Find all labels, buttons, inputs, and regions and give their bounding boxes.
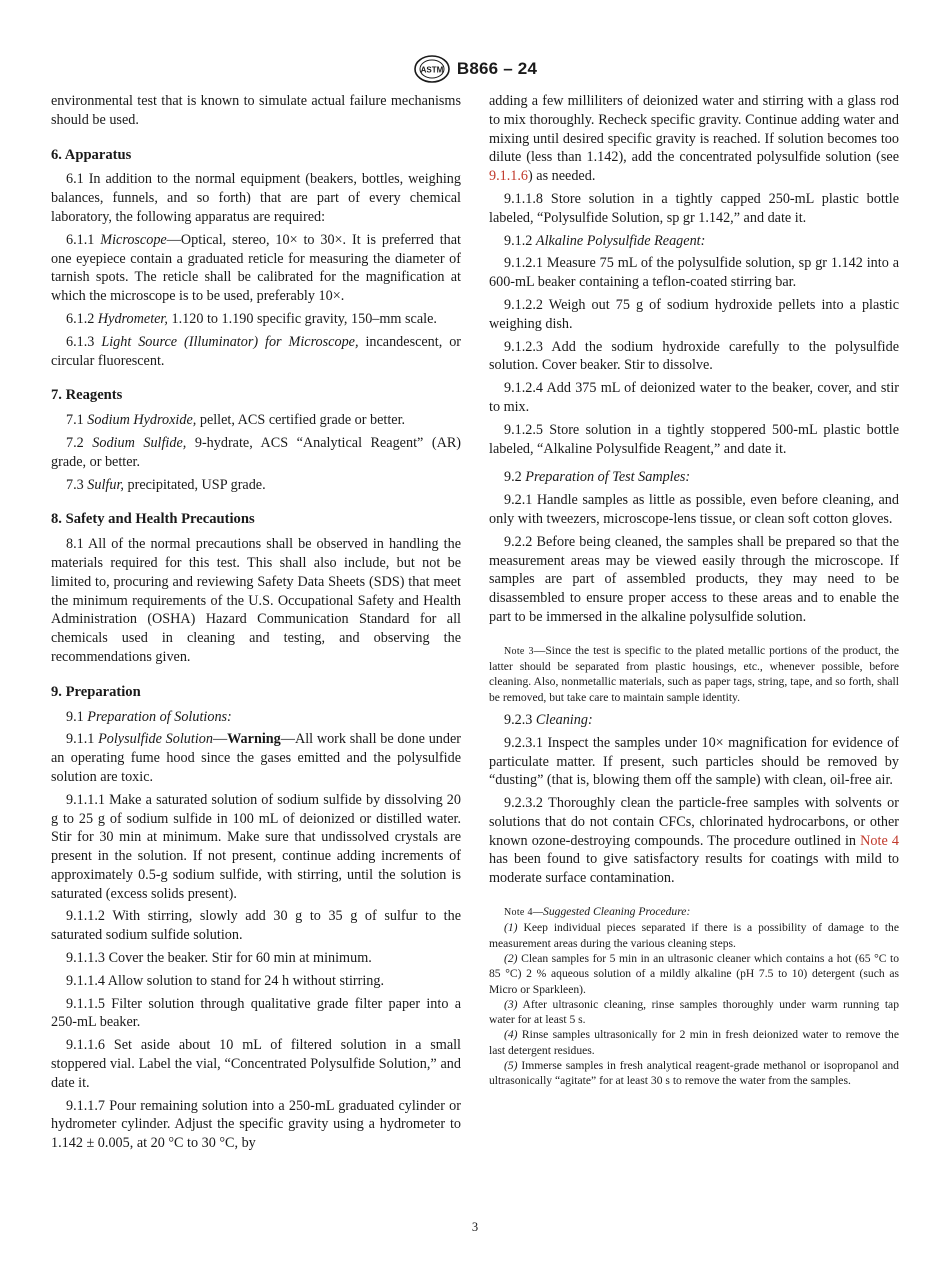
paragraph-9-2-1: 9.2.1 Handle samples as little as possible, even before cleaning, and only with tweezers, microscope-lens tissue, or clean soft cotton gloves.	[489, 492, 899, 527]
link-note-4[interactable]: Note 4	[860, 832, 899, 849]
note-4-list	[489, 920, 899, 1088]
paragraph-6-1-3: 6.1.3 Light Source (Illuminator) for Microscope, incandescent, or circular fluorescent.	[51, 333, 462, 369]
paragraph-9-1-2-2: 9.1.2.2 Weigh out 75 g of sodium hydroxide pellets into a plastic weighing dish.	[489, 296, 899, 332]
paragraph-9-1-1-4: 9.1.1.4 Allow solution to stand for 24 h without stirring.	[66, 972, 385, 989]
paragraph-9-2-3-2: 9.2.3.2 Thoroughly clean the particle-free samples with solvents or solutions that do not contain CFCs, chlorinated hydrocarbons, or other known ozone-destroying compounds. The procedure outlined in Note 4 has been found to give satisfactory results for coatings with mild to moderate surface contamination.	[489, 795, 899, 887]
astm-logo-icon	[413, 54, 451, 84]
intro-paragraph: environmental test that is known to simulate actual failure mechanisms should be used.	[51, 93, 461, 128]
paragraph-9-1-2-3: 9.1.2.3 Add the sodium hydroxide carefully to the polysulfide solution. Cover beaker. Stir to dissolve.	[489, 338, 899, 374]
note-4-item: (4) Rinse samples ultrasonically for 2 min in fresh deionized water to remove the last detergent residues.	[489, 1028, 900, 1057]
standard-designation: B866 – 24	[456, 59, 538, 78]
paragraph-9-1-1-1: 9.1.1.1 Make a saturated solution of sodium sulfide by dissolving 20 g to 25 g of sodium sulfide in 100 mL of deionized or distilled water. Stir for 30 min at minimum. Make sure that undissolved crystals are present in the solution. If not present, continue adding increments of approximately 0.5-g sodium sulfide, with stirring, until the solution is saturated (excess solids present).	[51, 791, 461, 902]
paragraph-7-2: 7.2 Sodium Sulfide, 9-hydrate, ACS “Analytical Reagent” (AR) grade, or better.	[51, 434, 462, 470]
paragraph-6-1-1: 6.1.1 Microscope—Optical, stereo, 10× to 30×. It is preferred that one eyepiece contain a graduated reticle for measuring the diameter of tarnish spots. The reticle shall be calibrated for the magnification at which the microscope is to be used, preferably 10×.	[51, 231, 462, 305]
svg-text:ASTM: ASTM	[420, 65, 444, 75]
paragraph-9-1-2-5: 9.1.2.5 Store solution in a tightly stoppered 500-mL plastic bottle labeled, “Alkaline Polysulfide Reagent,” and date it.	[489, 421, 899, 457]
note-4-item: (3) After ultrasonic cleaning, rinse samples thoroughly under warm running tap water for at least 5 s.	[489, 997, 899, 1027]
section-heading-safety: 8. Safety and Health Precautions	[51, 511, 255, 528]
note-4-item: (5) Immerse samples in fresh analytical reagent-grade methanol or isopropanol and ultrasonically “agitate” for at least 30 s to remove the water from the samples.	[489, 1059, 899, 1088]
paragraph-9-2: 9.2 Preparation of Test Samples:	[504, 469, 691, 486]
note-4-title: Note 4—Suggested Cleaning Procedure:	[504, 905, 691, 919]
paragraph-9-1-1-7: 9.1.1.7 Pour remaining solution into a 250-mL graduated cylinder or hydrometer cylinder. Adjust the specific gravity using a hydrometer to 1.142 ± 0.005, at 20 °C to 30 °C, by	[51, 1097, 461, 1152]
link-9-1-1-6[interactable]: 9.1.1.6	[489, 168, 529, 185]
paragraph-9-1-2-4: 9.1.2.4 Add 375 mL of deionized water to the beaker, cover, and stir to mix.	[489, 380, 899, 415]
section-heading-preparation: 9. Preparation	[51, 683, 141, 700]
paragraph-9-1-2-1: 9.1.2.1 Measure 75 mL of the polysulfide solution, sp gr 1.142 into a 600-mL beaker containing a teflon-coated stirring bar.	[489, 255, 899, 291]
paragraph-9-1-1-7-continued: adding a few milliliters of deionized water and stirring with a glass rod to mix thoroughly. Recheck specific gravity. Continue adding water and mixing until desired specific gravity is reached. If solution becomes too dilute (less than 1.142), add the concentrated polysulfide solution (see 9.1.1.6) as needed.	[489, 93, 899, 185]
paragraph-9-1-1-8: 9.1.1.8 Store solution in a tightly capped 250-mL plastic bottle labeled, “Polysulfide Solution, sp gr 1.142,” and date it.	[489, 190, 899, 226]
paragraph-9-2-3: 9.2.3 Cleaning:	[504, 711, 593, 728]
paragraph-9-1-1-5: 9.1.1.5 Filter solution through qualitative grade filter paper into a 250-mL beaker.	[51, 995, 461, 1031]
paragraph-9-1-1-6: 9.1.1.6 Set aside about 10 mL of filtered solution in a small stoppered vial. Label the vial, “Concentrated Polysulfide Solution,” and date it.	[51, 1037, 461, 1091]
note-4-item: (2) Clean samples for 5 min in an ultrasonic cleaner which contains a hot (65 °C to 85 °C) 2 % aqueous solution of a mildly alkaline (pH 7.5 to 10) detergent (such as Micro or Sparkleen).	[489, 951, 899, 996]
page-number: 3	[471, 1220, 479, 1234]
section-heading-apparatus: 6. Apparatus	[51, 146, 132, 163]
paragraph-6-1-2: 6.1.2 Hydrometer, 1.120 to 1.190 specific gravity, 150–mm scale.	[66, 310, 437, 327]
paragraph-9-1-1-3: 9.1.1.3 Cover the beaker. Stir for 60 min at minimum.	[66, 950, 372, 967]
right-column	[489, 92, 899, 1089]
paragraph-7-3: 7.3 Sulfur, precipitated, USP grade.	[66, 476, 266, 493]
page-header	[0, 52, 950, 86]
note-3: Note 3—Since the test is specific to the plated metallic portions of the product, the latter should be separated from plastic housings, etc., whenever possible, before cleaning. Also, nonmetallic materials, such as paper tags, string, tape, and so forth, shall be removed, but take care to maintain sample identity.	[489, 643, 899, 704]
paragraph-6-1: 6.1 In addition to the normal equipment (beakers, bottles, weighing balances, funnels, and so forth) that are part of every chemical laboratory, the following apparatus are required:	[51, 171, 461, 225]
paragraph-9-2-2: 9.2.2 Before being cleaned, the samples shall be prepared so that the measurement areas may be viewed easily through the microscope. If samples are part of assembled products, they may need to be disassembled to ensure proper access to these areas and to enable the part to be immersed in the alkaline polysulfide solution.	[489, 533, 899, 625]
paragraph-9-1-1-2: 9.1.1.2 With stirring, slowly add 30 g to 35 g of sulfur to the saturated sodium sulfide solution.	[51, 908, 461, 944]
paragraph-9-1-1: 9.1.1 Polysulfide Solution—Warning—All work shall be done under an operating fume hood since the gases emitted and the polysulfide solution are toxic.	[51, 731, 461, 785]
paragraph-9-1: 9.1 Preparation of Solutions:	[66, 708, 232, 725]
note-4-item: (1) Keep individual pieces separated if there is a possibility of damage to the measurement areas during the various cleaning steps.	[489, 921, 899, 950]
left-column	[51, 92, 461, 1157]
paragraph-8-1: 8.1 All of the normal precautions shall be observed in handling the materials required for this test. This shall also include, but not be limited to, procuring and reviewing Safety Data Sheets (SDS) that meet the minimum requirements of the U.S. Occupational Safety and Health Administration (OSHA) Hazard Communication Standard for all chemicals used in cleaning and testing, and observing the recommendations given.	[51, 536, 461, 665]
section-heading-reagents: 7. Reagents	[51, 387, 123, 404]
paragraph-9-1-2: 9.1.2 Alkaline Polysulfide Reagent:	[504, 232, 706, 249]
paragraph-9-2-3-1: 9.2.3.1 Inspect the samples under 10× magnification for evidence of particulate matter. If present, such particles should be removed by “dusting” (that is, blowing them off the sample) with clean, oil-free air.	[489, 734, 899, 789]
paragraph-7-1: 7.1 Sodium Hydroxide, pellet, ACS certified grade or better.	[66, 412, 406, 429]
